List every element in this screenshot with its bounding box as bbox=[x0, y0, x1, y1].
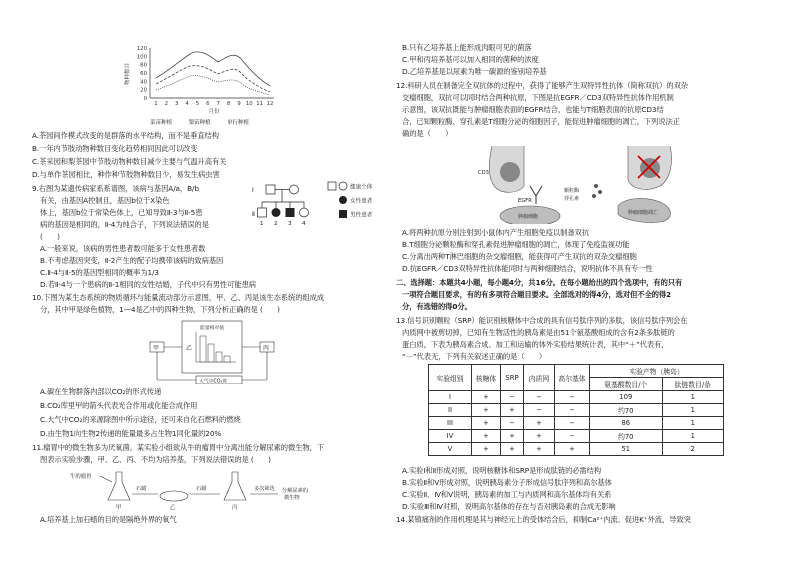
q11-option-b: B.只有乙培养基上能形成肉眼可见的菌落 bbox=[402, 43, 532, 52]
q9-stem-4: 病的基因是相同的，Ⅱ-4为纯合子，下列说法错误的是 bbox=[40, 220, 209, 229]
carbon-cycle-diagram bbox=[148, 318, 298, 384]
th-aa-count: 氨基酸数目/个 bbox=[590, 378, 663, 391]
q14-stem: 14.某镇痛剂的作用机理是其与神经元上的受体结合后，抑制Ca²⁺内流、促进K⁺外流，导致突 bbox=[396, 515, 691, 524]
pedigree-legend-female: 女性患者 bbox=[350, 198, 373, 205]
q10-option-d: D.由生物1向生物2传递的能量最多占生物1同化量的20% bbox=[40, 429, 222, 438]
q8-option-b: B.一年内节肢动物种数目变化趋势相同因此可以改变 bbox=[32, 144, 198, 153]
pedigree-legend-male: 男性患者 bbox=[350, 212, 373, 219]
y-tick-label: 0 bbox=[143, 96, 147, 102]
series-line-1 bbox=[156, 52, 270, 86]
q9-stem-3: 体上，基因b位于常染色体上，已知导致Ⅱ-3与Ⅱ-5患 bbox=[40, 208, 203, 217]
q12-option-a: A.将两种抗原分别注射到小鼠体内产生细胞免疫以制备双抗 bbox=[402, 228, 589, 237]
x-tick-label: 9 bbox=[237, 101, 241, 107]
q12-stem-5: 确的是（ ） bbox=[402, 129, 453, 138]
y-tick-label: 100 bbox=[136, 54, 147, 61]
q10-stem-2: 分，其中甲是绿色植物，1—4是乙中的四种生物，下列分析正确的是 ( ) bbox=[40, 305, 280, 314]
node-bing: 丙 bbox=[263, 345, 270, 352]
y-tick-label: 40 bbox=[140, 79, 147, 86]
chart-ylabel: 物种数目 bbox=[125, 62, 131, 86]
th-golgi: 高尔基体 bbox=[555, 365, 590, 391]
output-label-2: 微生物 bbox=[284, 495, 300, 501]
pedigree-legend-healthy: 健康个体 bbox=[350, 184, 373, 191]
q13-option-d: D.实验Ⅲ和Ⅳ对照，说明高尔基体的存在与否对胰岛素的合成无影响 bbox=[402, 502, 616, 511]
q13-option-b: B.实验Ⅱ和Ⅴ形成对照，说明胰岛素分子形成信号肽序列和高尔基体 bbox=[402, 478, 612, 487]
screening-label: 多次筛选 bbox=[254, 486, 275, 492]
q11-option-a: A.培养基上加石蜡的目的是隔绝外界的氧气 bbox=[40, 515, 177, 524]
q13-stem-4: “－”代表无，下列有关叙述正确的是（ ） bbox=[402, 352, 547, 361]
q9-stem-2: 有关，由基因A控制且，基因b位于X染色 bbox=[40, 196, 170, 205]
th-srp: SRP bbox=[501, 365, 524, 391]
x-tick-label: 3 bbox=[175, 101, 179, 107]
node-yi: 乙 bbox=[186, 345, 193, 352]
x-tick-label: 8 bbox=[226, 101, 231, 107]
q12-stem-1: 12.科研人员在制备完全双抗体的过程中，获得了能够产生双特异性抗体（简称双抗）的双杂 bbox=[396, 81, 688, 90]
q10-option-a: A.碳在生物群落内部以CO₂的形式传递 bbox=[40, 387, 162, 396]
th-product: 实验产物（胰岛） bbox=[590, 365, 724, 378]
x-tick-label: 5 bbox=[195, 101, 200, 107]
culture-steps-diagram bbox=[70, 466, 360, 512]
flask-bing: 丙 bbox=[232, 505, 238, 511]
x-tick-label: 1 bbox=[154, 101, 158, 107]
x-tick-label: 2 bbox=[164, 101, 169, 107]
series-line-2 bbox=[156, 66, 270, 92]
pedigree-num-1: 1 bbox=[260, 221, 264, 227]
section-2-heading-2: 一项符合题目要求，有的有多项符合题目要求。全部选对的得4分，选对但不全的得2 bbox=[402, 290, 672, 299]
granzyme-label: 颗粒酶 bbox=[564, 188, 580, 194]
perforin-label: 穿孔素 bbox=[564, 196, 580, 202]
paraffin-label-1: 石蜡 bbox=[136, 486, 147, 492]
output-label-1: 分解尿素的 bbox=[282, 488, 308, 494]
q12-option-d: D.抗EGFR／CD3双特异性抗体能同时与两种细胞结合，说明抗体不具有专一性 bbox=[402, 264, 653, 273]
pedigree-num-4: 4 bbox=[302, 221, 306, 227]
x-tick-label: 4 bbox=[185, 101, 189, 107]
q11-option-d: D.乙培养基是以尿素为唯一碳源的鉴别培养基 bbox=[402, 67, 547, 76]
q10-stem-1: 10.下图为某生态系统的物质循环与能量流动部分示意图，甲、乙、丙是该生态系统的组成成 bbox=[32, 293, 324, 302]
x-tick-label: 6 bbox=[206, 101, 210, 107]
y-tick-label: 60 bbox=[140, 71, 147, 77]
tumor-cell-label: 肿瘤细胞 bbox=[518, 214, 539, 220]
q11-stem-2: 图表示实验步骤，甲、乙、丙、不均为培养基，下列说法错误的是 ( ) bbox=[40, 455, 271, 464]
q9-option-d: D.若Ⅱ-4与一个患病的Ⅱ-1相同的女性结婚，子代中只有男性可能患病 bbox=[40, 280, 256, 289]
q9-option-a: A.一般来说，该病的男性患者数可能多于女性患者数 bbox=[40, 244, 206, 253]
energy-label: 能量相对值 bbox=[200, 326, 224, 331]
q11-option-c: C.甲和丙培养基可以加入相同的菌种的浓度 bbox=[402, 55, 539, 64]
th-group: 实验组别 bbox=[429, 365, 472, 391]
apoptosis-label: 肿瘤细胞凋亡 bbox=[628, 210, 659, 216]
q13-option-a: A.实验Ⅰ和Ⅱ形成对照，说明核糖体和SRP是形成肽链的必需结构 bbox=[402, 466, 602, 475]
q10-option-c: C.大气中CO₂的来源除图中所示途径，还可来自化石燃料的燃烧 bbox=[40, 415, 241, 424]
paraffin-label-2: 石蜡 bbox=[196, 486, 207, 492]
source-label: 牛的瘤胃 bbox=[70, 474, 92, 480]
q12-option-c: C.分离出两种T淋巴细胞的杂交瘤细胞，能获得可产生双抗的双杂交瘤细胞 bbox=[402, 252, 637, 261]
chart-legend: 菜苗种植 梨苗种植 单行种植 bbox=[150, 120, 249, 126]
series-line-3 bbox=[156, 76, 270, 95]
node-jia: 甲 bbox=[153, 345, 160, 352]
q12-stem-2: 交瘤细胞，双抗可以同时结合两种抗原，下图是抗EGFR／CD3双特异性抗体作用机制 bbox=[402, 93, 674, 102]
th-er: 内质网 bbox=[524, 365, 555, 391]
pedigree-num-3: 3 bbox=[288, 221, 292, 227]
pedigree-num-2: 2 bbox=[274, 221, 278, 227]
pedigree-diagram bbox=[248, 178, 393, 228]
flask-jia: 甲 bbox=[116, 505, 122, 511]
section-2-heading-1: 二、选择题：本题共4小题，每小题4分，共16分。在每小题给出的四个选项中，有的只有 bbox=[396, 278, 683, 287]
x-tick-label: 12 bbox=[266, 101, 274, 107]
th-ribosome: 核糖体 bbox=[472, 365, 501, 391]
x-tick-label: 7 bbox=[216, 101, 220, 107]
pedigree-gen-2: Ⅱ bbox=[252, 211, 255, 218]
table-row: I + − − − 109 1 bbox=[429, 391, 724, 404]
th-chain-count: 肽链数目/条 bbox=[662, 378, 723, 391]
q13-stem-3: 蛋白质，下表为胰岛素合成、加工和运输的体外实验结果统计表，其中“＋”代表有， bbox=[402, 340, 669, 349]
q8-option-a: A.茶园间作模式改变的是群落的水平结构，而不是垂直结构 bbox=[32, 131, 219, 140]
q13-option-c: C.实验Ⅱ、Ⅳ和Ⅴ说明，胰岛素的加工与内质网和高尔基体均有关系 bbox=[402, 490, 612, 499]
y-tick-label: 120 bbox=[136, 46, 147, 52]
section-2-heading-3: 分，有选错的得0分。 bbox=[402, 302, 472, 311]
table-row: IV + + + − 约70 1 bbox=[429, 430, 724, 443]
q13-stem-2: 内质网中被剪切掉，已知有生物活性的胰岛素是由51个氨基酸组成的含有2条多肽链的 bbox=[402, 328, 675, 337]
q8-option-d: D.与单作茶园相比，种作种节肢物种数目少，易发生病虫害 bbox=[32, 170, 220, 179]
q9-option-c: C.Ⅱ-4与Ⅱ-5的基因型相同的概率为1/3 bbox=[40, 268, 159, 277]
species-chart bbox=[122, 40, 282, 118]
q9-option-b: B.不考虑基因突变，Ⅱ-2产生的配子均携带该病的致病基因 bbox=[40, 256, 224, 265]
q10-option-b: B.CO₂库里甲的箭头代表光合作用或化能合成作用 bbox=[40, 401, 198, 410]
egfr-label: EGFR bbox=[518, 198, 532, 204]
table-row: III + − + − 86 1 bbox=[429, 417, 724, 430]
bispecific-antibody-diagram bbox=[478, 142, 696, 224]
pedigree-gen-1: Ⅰ bbox=[252, 187, 254, 194]
insulin-experiment-table bbox=[428, 364, 724, 456]
q12-stem-4: 合，已知颗粒酶、穿孔素是T细胞分泌的细胞因子，能促进肿瘤细胞的凋亡，下列说法正 bbox=[402, 117, 680, 126]
q12-stem-3: 示意图，该双抗既能与肿瘤细胞表面的EGFR结合，也能与T细胞表面的抗原CD3结 bbox=[402, 105, 664, 114]
table-row: V + + + + 51 2 bbox=[429, 443, 724, 456]
cd3-label: CD3 bbox=[478, 170, 489, 176]
x-tick-label: 11 bbox=[256, 101, 264, 107]
q13-stem-1: 13.信号识别颗粒（SRP）能识别核糖体中合成的具有信号肽序列的多肽，该信号肽序列会在 bbox=[396, 316, 688, 325]
q8-option-c: C.茶采园和梨茶园中节肢动物种数目减少主要与气温升高有关 bbox=[32, 157, 227, 166]
y-tick-label: 20 bbox=[140, 87, 147, 94]
q9-stem-1: 9.右图为某遗传病家系系谱图，该病与基因A/a，B/b bbox=[32, 184, 199, 193]
q9-stem-5: ( ) bbox=[40, 232, 60, 241]
plate-yi: 乙 bbox=[170, 505, 176, 511]
co2-pool-label: 大气中CO₂库 bbox=[199, 379, 228, 384]
q11-stem-1: 11.瘤胃中的微生物多为厌氧菌。某实验小组欲从牛的瘤胃中分离出能分解尿素的微生物，下 bbox=[32, 443, 324, 452]
q12-option-b: B.T细胞分泌颗粒酶和穿孔素促进肿瘤细胞的凋亡，体现了免疫监视功能 bbox=[402, 240, 630, 249]
table-row: II + + − − 约70 1 bbox=[429, 404, 724, 417]
y-tick-label: 80 bbox=[140, 62, 147, 69]
x-tick-label: 10 bbox=[245, 101, 253, 107]
chart-xlabel: 月份 bbox=[208, 109, 220, 115]
